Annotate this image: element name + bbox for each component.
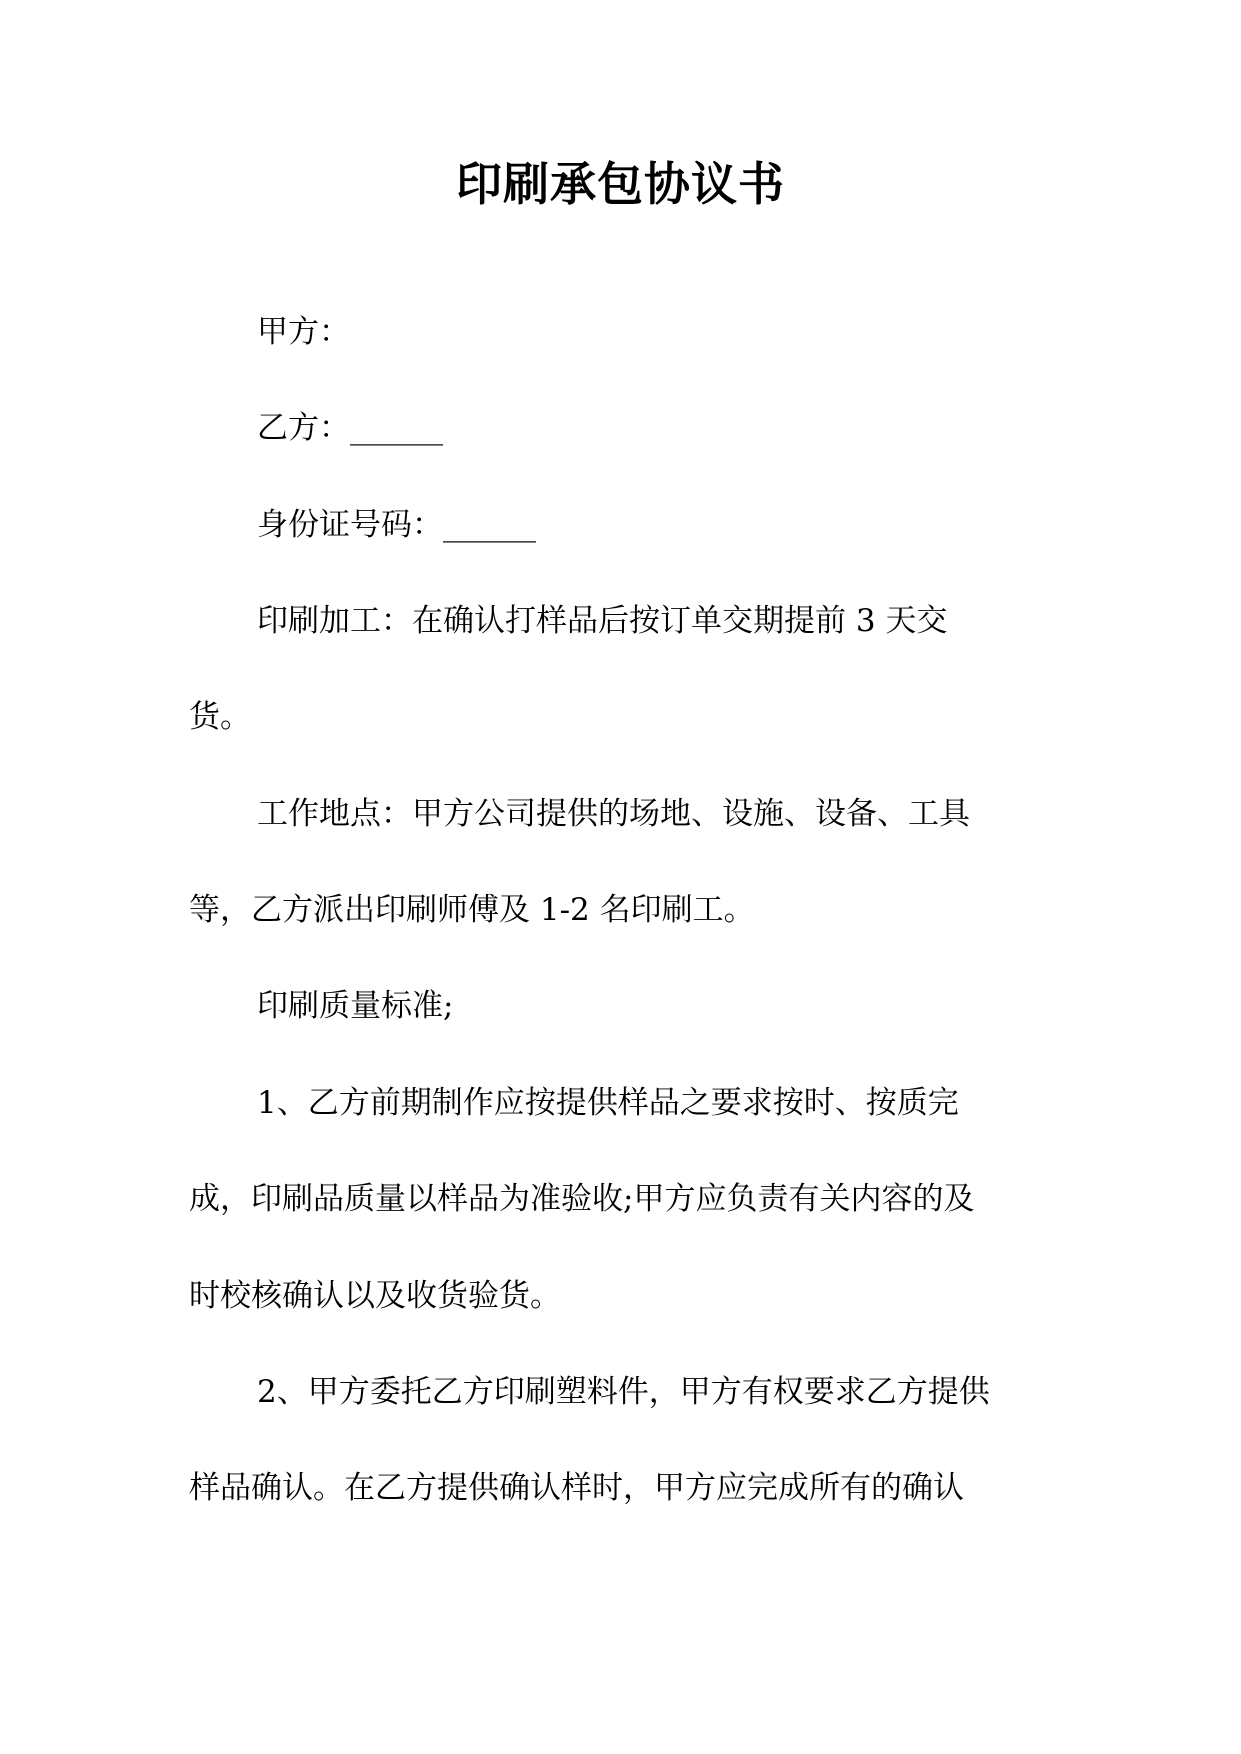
- quality-standard-heading: 印刷质量标准;: [257, 988, 454, 1024]
- party-b-line: 乙方：______: [257, 410, 443, 446]
- clause-2-line-1: 2、甲方委托乙方印刷塑料件，甲方有权要求乙方提供: [257, 1374, 990, 1410]
- party-a-line: 甲方：: [257, 314, 350, 350]
- clause-2-line-2: 样品确认。在乙方提供确认样时，甲方应完成所有的确认: [189, 1470, 964, 1506]
- printing-processing-line-2: 货。: [189, 699, 251, 735]
- clause-1-line-3: 时校核确认以及收货验货。: [189, 1278, 561, 1314]
- document-title: 印刷承包协议书: [456, 157, 785, 211]
- clause-1-line-2: 成，印刷品质量以样品为准验收;甲方应负责有关内容的及: [189, 1181, 975, 1217]
- work-location-line-2: 等，乙方派出印刷师傅及 1-2 名印刷工。: [189, 892, 755, 928]
- printing-processing-line-1: 印刷加工：在确认打样品后按订单交期提前 3 天交: [257, 603, 948, 639]
- clause-1-line-1: 1、乙方前期制作应按提供样品之要求按时、按质完: [257, 1085, 959, 1121]
- id-number-line: 身份证号码：______: [257, 507, 536, 543]
- work-location-line-1: 工作地点：甲方公司提供的场地、设施、设备、工具: [257, 796, 970, 832]
